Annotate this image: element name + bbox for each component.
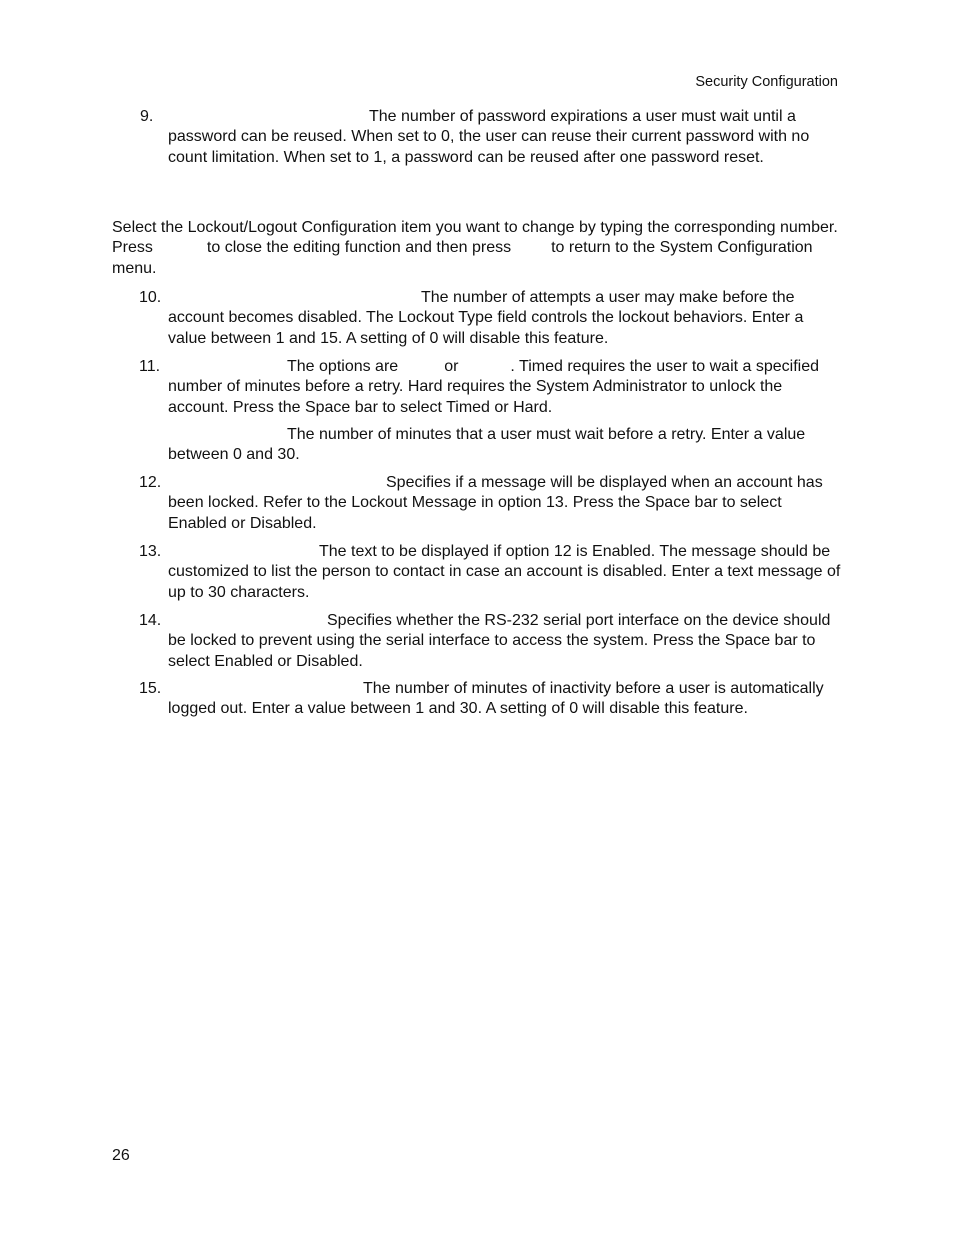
item-description: The number of attempts a user may make before the account becomes disabled. The Lockout Type field controls the lockout behaviors. Enter a value between 1 and 15. A setting of 0 will disable this feature. — [168, 289, 804, 347]
item-description: The number of password expirations a user must wait until a password can be reused. When set to 0, the user can reuse their current password with no count limitation. When set to 1, a password can be reused after one password reset. — [168, 108, 810, 166]
item-description: Specifies if a message will be displayed when an account has been locked. Refer to the Lockout Message in option 13. Press the Space bar to select Enabled or Disabled. — [168, 474, 823, 532]
item-description: Specifies whether the RS-232 serial port interface on the device should be locked to prevent using the serial interface to access the system. Press the Space bar to select Enabled or Disabled. — [168, 612, 831, 670]
item-number: 12. — [139, 474, 162, 491]
list-item-9 — [140, 107, 842, 168]
page-number: 26 — [112, 1147, 130, 1164]
item-number: 14. — [139, 612, 162, 629]
item-description: The text to be displayed if option 12 is Enabled. The message should be customized to list the person to contact in case an account is disabled. Enter a text message of up to 30 characters. — [168, 543, 841, 601]
item-number: 15. — [139, 680, 162, 697]
list-item-12 — [139, 473, 842, 534]
lockout-intro-paragraph: Select the Lockout/Logout Configuration item you want to change by typing the corresponding number. Press to close the editing function and then press to return to the System Configuration menu. — [112, 219, 838, 277]
item-number: 9. — [140, 108, 154, 125]
item-number: 13. — [139, 543, 162, 560]
item-description: The number of minutes of inactivity before a user is automatically logged out. Enter a value between 1 and 30. A setting of 0 will disable this feature. — [168, 680, 824, 718]
list-item-lockout-time — [168, 425, 842, 466]
list-item-13 — [139, 542, 842, 603]
list-item-11 — [139, 357, 842, 418]
item-number: 11. — [139, 358, 161, 375]
item-description: The number of minutes that a user must wait before a retry. Enter a value between 0 and 30. — [168, 426, 806, 464]
list-item-14 — [139, 611, 842, 672]
item-description: The options are or . Timed requires the user to wait a specified number of minutes before a retry. Hard requires the System Administrator to unlock the account. Press the Space bar to select Timed or Hard. — [168, 358, 820, 416]
list-item-15 — [139, 679, 842, 720]
item-number: 10. — [139, 289, 162, 306]
running-header: Security Configuration — [695, 74, 838, 90]
list-item-10 — [139, 288, 842, 349]
